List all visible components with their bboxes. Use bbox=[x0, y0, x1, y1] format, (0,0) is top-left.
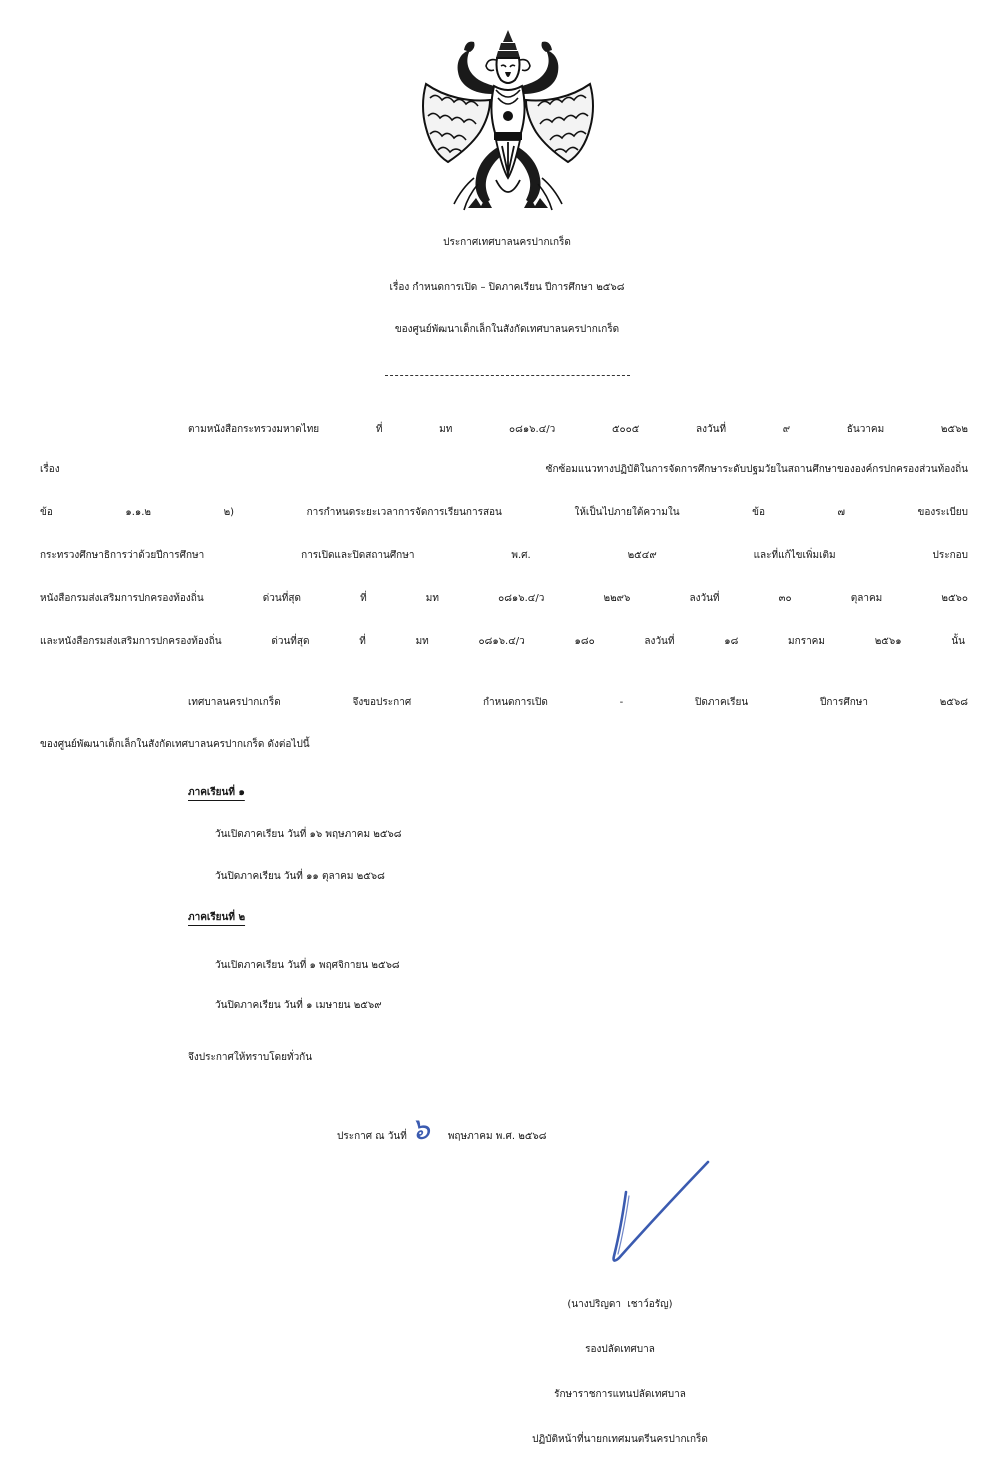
announcement-title: ประกาศเทศบาลนครปากเกร็ด bbox=[443, 237, 571, 248]
paragraph1-line: กระทรวงศึกษาธิการว่าด้วยปีการศึกษา การเปิดและปิดสถานศึกษา พ.ศ. ๒๕๔๙ และที่แก้ไขเพิ่มเติม ประกอบ bbox=[40, 550, 968, 561]
paragraph1-line: เรื่อง ซักซ้อมแนวทางปฏิบัติในการจัดการศึกษาระดับปฐมวัยในสถานศึกษาขององค์กรปกครองส่วนท้องถิ่น bbox=[40, 464, 968, 475]
paragraph2-line: เทศบาลนครปากเกร็ด จึงขอประกาศ กำหนดการเปิด - ปิดภาคเรียน ปีการศึกษา ๒๕๖๘ bbox=[188, 697, 968, 708]
term1-open-date: วันเปิดภาคเรียน วันที่ ๑๖ พฤษภาคม ๒๕๖๘ bbox=[215, 829, 402, 840]
announcement-subject: เรื่อง กำหนดการเปิด – ปิดภาคเรียน ปีการศึกษา ๒๕๖๘ bbox=[389, 282, 625, 293]
closing-statement: จึงประกาศให้ทราบโดยทั่วกัน bbox=[188, 1052, 313, 1063]
signatory-name: (นางปริญดา เชาว์อรัญ) bbox=[567, 1299, 673, 1310]
garuda-belt bbox=[494, 132, 522, 140]
term1-heading: ภาคเรียนที่ ๑ bbox=[188, 787, 245, 798]
header-separator bbox=[385, 375, 630, 376]
paragraph1-line: ข้อ ๑.๑.๒ ๒) การกำหนดระยะเวลาการจัดการเรียนการสอน ให้เป็นไปภายใต้ความใน ข้อ ๗ ของระเบียบ bbox=[40, 507, 968, 518]
signatory-position: รองปลัดเทศบาล bbox=[585, 1344, 655, 1355]
term2-close-date: วันปิดภาคเรียน วันที่ ๑ เมษายน ๒๕๖๙ bbox=[215, 1000, 382, 1011]
term2-heading: ภาคเรียนที่ ๒ bbox=[188, 912, 246, 923]
garuda-face bbox=[497, 58, 520, 83]
handwritten-day: ๖ bbox=[410, 1112, 430, 1147]
garuda-crown bbox=[496, 30, 520, 58]
signature-stroke bbox=[614, 1162, 708, 1261]
announcement-date bbox=[337, 1112, 977, 1152]
signature-checkmark bbox=[590, 1150, 720, 1270]
paragraph1-line: และหนังสือกรมส่งเสริมการปกครองท้องถิ่น ด่วนที่สุด ที่ มท ๐๘๑๖.๔/ว ๑๘๐ ลงวันที่ ๑๘ มกราคม ๒๕๖๑ นั้น bbox=[40, 636, 965, 647]
paragraph2-line: ของศูนย์พัฒนาเด็กเล็กในสังกัดเทศบาลนครปากเกร็ด ดังต่อไปนี้ bbox=[40, 739, 310, 750]
garuda-chest-ornament bbox=[503, 111, 513, 121]
signatory-duty: ปฏิบัติหน้าที่นายกเทศมนตรีนครปากเกร็ด bbox=[532, 1434, 708, 1445]
term2-open-date: วันเปิดภาคเรียน วันที่ ๑ พฤศจิกายน ๒๕๖๘ bbox=[215, 960, 400, 971]
garuda-emblem bbox=[418, 28, 598, 218]
paragraph1-line: ตามหนังสือกระทรวงมหาดไทย ที่ มท ๐๘๑๖.๔/ว ๕๐๐๕ ลงวันที่ ๙ ธันวาคม ๒๕๖๒ bbox=[188, 424, 968, 435]
date-suffix: พฤษภาคม พ.ศ. ๒๕๖๘ bbox=[447, 1131, 547, 1142]
date-prefix: ประกาศ ณ วันที่ bbox=[337, 1131, 407, 1142]
term1-close-date: วันปิดภาคเรียน วันที่ ๑๑ ตุลาคม ๒๕๖๘ bbox=[215, 871, 385, 882]
garuda-left-half bbox=[423, 42, 504, 210]
announcement-subject-line2: ของศูนย์พัฒนาเด็กเล็กในสังกัดเทศบาลนครปากเกร็ด bbox=[394, 324, 620, 335]
paragraph1-line: หนังสือกรมส่งเสริมการปกครองท้องถิ่น ด่วนที่สุด ที่ มท ๐๘๑๖.๔/ว ๒๒๙๖ ลงวันที่ ๓๐ ตุลาคม ๒๕๖๐ bbox=[40, 593, 968, 604]
garuda-tail bbox=[496, 140, 520, 192]
garuda-right-half bbox=[512, 42, 593, 210]
signatory-acting-role: รักษาราชการแทนปลัดเทศบาล bbox=[554, 1389, 686, 1400]
